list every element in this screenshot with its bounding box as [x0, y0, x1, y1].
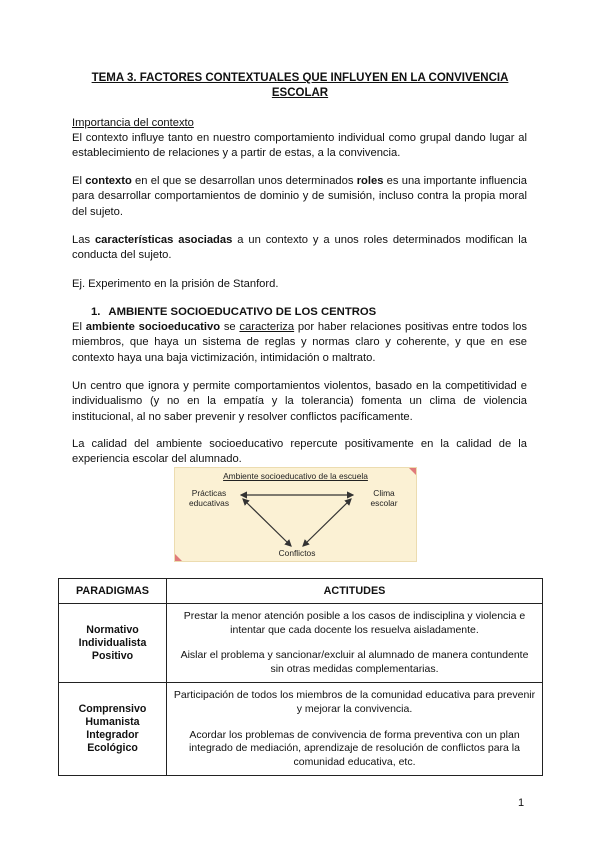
section1-paragraph-1: El ambiente socioeducativo se caracteriza por haber relaciones positivas entre todos los miembros, que haya un sistema de reglas y normas claro y coherente, y que en ese contexto haya una baja victimización, intimidación o maltrato. — [72, 321, 527, 364]
socioeducational-diagram — [174, 467, 417, 562]
page-title — [72, 71, 528, 101]
page-number: 1 — [518, 797, 525, 809]
context-paragraph-3: Las características asociadas a un contexto y a unos roles determinados modifican la conducta del sujeto. — [72, 234, 527, 262]
section1-paragraph-2: Un centro que ignora y permite comportamientos violentos, basado en la competitividad e individualismo (y no en la empatía y la tolerancia) fomenta un clima de violencia institucional, al no saber prevenir y resolver conflictos pacíficamente. — [72, 380, 527, 423]
diagram-label-practices: Prácticas educativas — [188, 488, 230, 508]
diagram-label-conflicts: Conflictos — [278, 548, 316, 558]
diagram-label-climate: Clima escolar — [370, 488, 398, 508]
table-row — [59, 683, 543, 776]
section-heading-1: 1. AMBIENTE SOCIOEDUCATIVO DE LOS CENTROS — [91, 306, 377, 318]
header-attitudes: ACTITUDES — [167, 579, 543, 604]
diagram-title: Ambiente socioeducativo de la escuela — [223, 471, 368, 481]
paradigm-cell: Normativo Individualista Positivo — [59, 604, 167, 683]
context-paragraph-2: El contexto en el que se desarrollan unos determinados roles es una importante influencia para desarrollar comportamientos de dominio y de sumisión, incluso contra la propia moral del sujeto. — [72, 175, 527, 218]
table-row — [59, 604, 543, 683]
context-heading: Importancia del contexto — [72, 117, 194, 129]
header-paradigms: PARADIGMAS — [59, 579, 167, 604]
context-example: Ej. Experimento en la prisión de Stanford. — [72, 278, 279, 290]
table-header-row — [59, 579, 543, 604]
attitudes-cell: Participación de todos los miembros de la comunidad educativa para prevenir y mejorar la convivencia. Acordar los problemas de convivencia de forma preventiva con un plan integrado de mediación, aprendizaje de resolución de conflictos para la comunidad educativa, etc. — [167, 683, 543, 776]
title-line-1: TEMA 3. FACTORES CONTEXTUALES QUE INFLUYEN EN LA CONVIVENCIA — [91, 72, 509, 84]
context-paragraph-1: El contexto influye tanto en nuestro comportamiento individual como grupal dando lugar al establecimiento de relaciones y a partir de estas, a la convivencia. — [72, 132, 527, 160]
arrow-right — [303, 499, 351, 546]
section1-paragraph-3: La calidad del ambiente socioeducativo repercute positivamente en la calidad de la experiencia escolar del alumnado. — [72, 438, 527, 466]
paradigm-cell: Comprensivo Humanista Integrador Ecológico — [59, 683, 167, 776]
paradigms-table — [58, 578, 543, 776]
attitudes-cell: Prestar la menor atención posible a los casos de indisciplina y violencia e intentar que cada docente los resuelva aisladamente. Aislar el problema y sancionar/excluir al alumnado de manera contundente sin otras medidas complementarias. — [167, 604, 543, 683]
title-line-2: ESCOLAR — [271, 87, 329, 99]
arrow-left — [243, 499, 291, 546]
